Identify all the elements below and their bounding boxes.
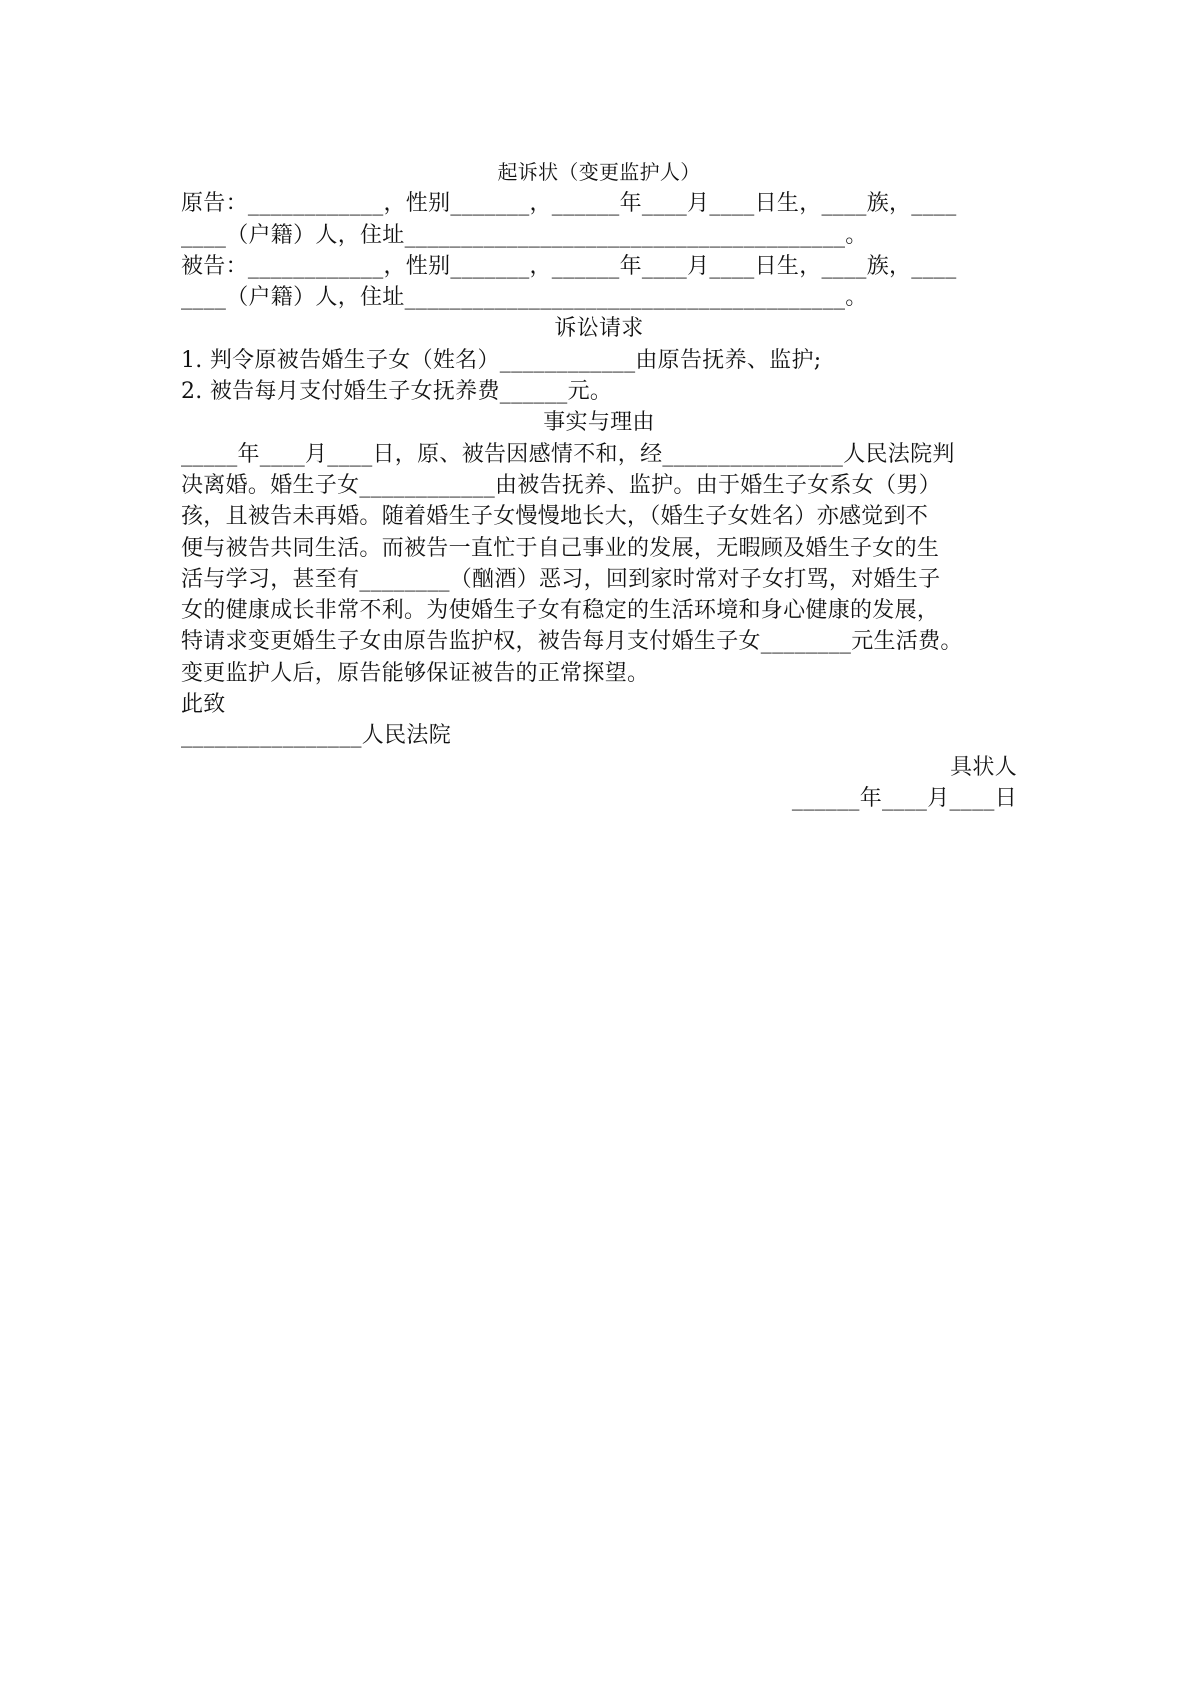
facts-line-7: 特请求变更婚生子女由原告监护权，被告每月支付婚生子女________元生活费。 [181,629,963,655]
facts-line-8: 变更监护人后，原告能够保证被告的正常探望。 [181,660,650,686]
plaintiff-line-1: 原告：____________，性别_______，______年____月____日生，____族，____ [181,191,957,217]
signature-label: 具状人 [950,754,1017,780]
document-body [181,157,1017,814]
claims-heading: 诉讼请求 [554,316,644,342]
facts-line-4: 便与被告共同生活。而被告一直忙于自己事业的发展，无暇顾及婚生子女的生 [181,535,940,561]
facts-line-3: 孩，且被告未再婚。随着婚生子女慢慢地长大，（婚生子女姓名）亦感觉到不 [181,504,929,530]
document-title: 起诉状（变更监护人） [497,160,701,184]
facts-line-1: _____年____月____日，原、被告因感情不和，经________________人民法院判 [181,441,955,467]
salutation: 此致 [181,692,226,718]
facts-line-6: 女的健康成长非常不利。为使婚生子女有稳定的生活环境和身心健康的发展， [181,598,940,624]
defendant-line-1: 被告：____________，性别_______，______年____月____日生，____族，____ [181,253,957,279]
defendant-line-2: ____（户籍）人，住址_______________________________________。 [181,285,868,311]
signature-date: ______年____月____日 [791,785,1017,811]
court-name: ________________人民法院 [181,723,452,749]
claim-item-2: 2. 被告每月支付婚生子女抚养费______元。 [181,379,613,405]
facts-heading: 事实与理由 [543,410,655,436]
facts-line-2: 决离婚。婚生子女____________由被告抚养、监护。由于婚生子女系女（男） [181,472,942,498]
facts-line-5: 活与学习，甚至有________（酗酒）恶习，回到家时常对子女打骂，对婚生子 [181,566,941,592]
plaintiff-line-2: ____（户籍）人，住址_______________________________________。 [181,222,868,248]
claim-item-1: 1. 判令原被告婚生子女（姓名）____________由原告抚养、监护; [181,347,822,373]
